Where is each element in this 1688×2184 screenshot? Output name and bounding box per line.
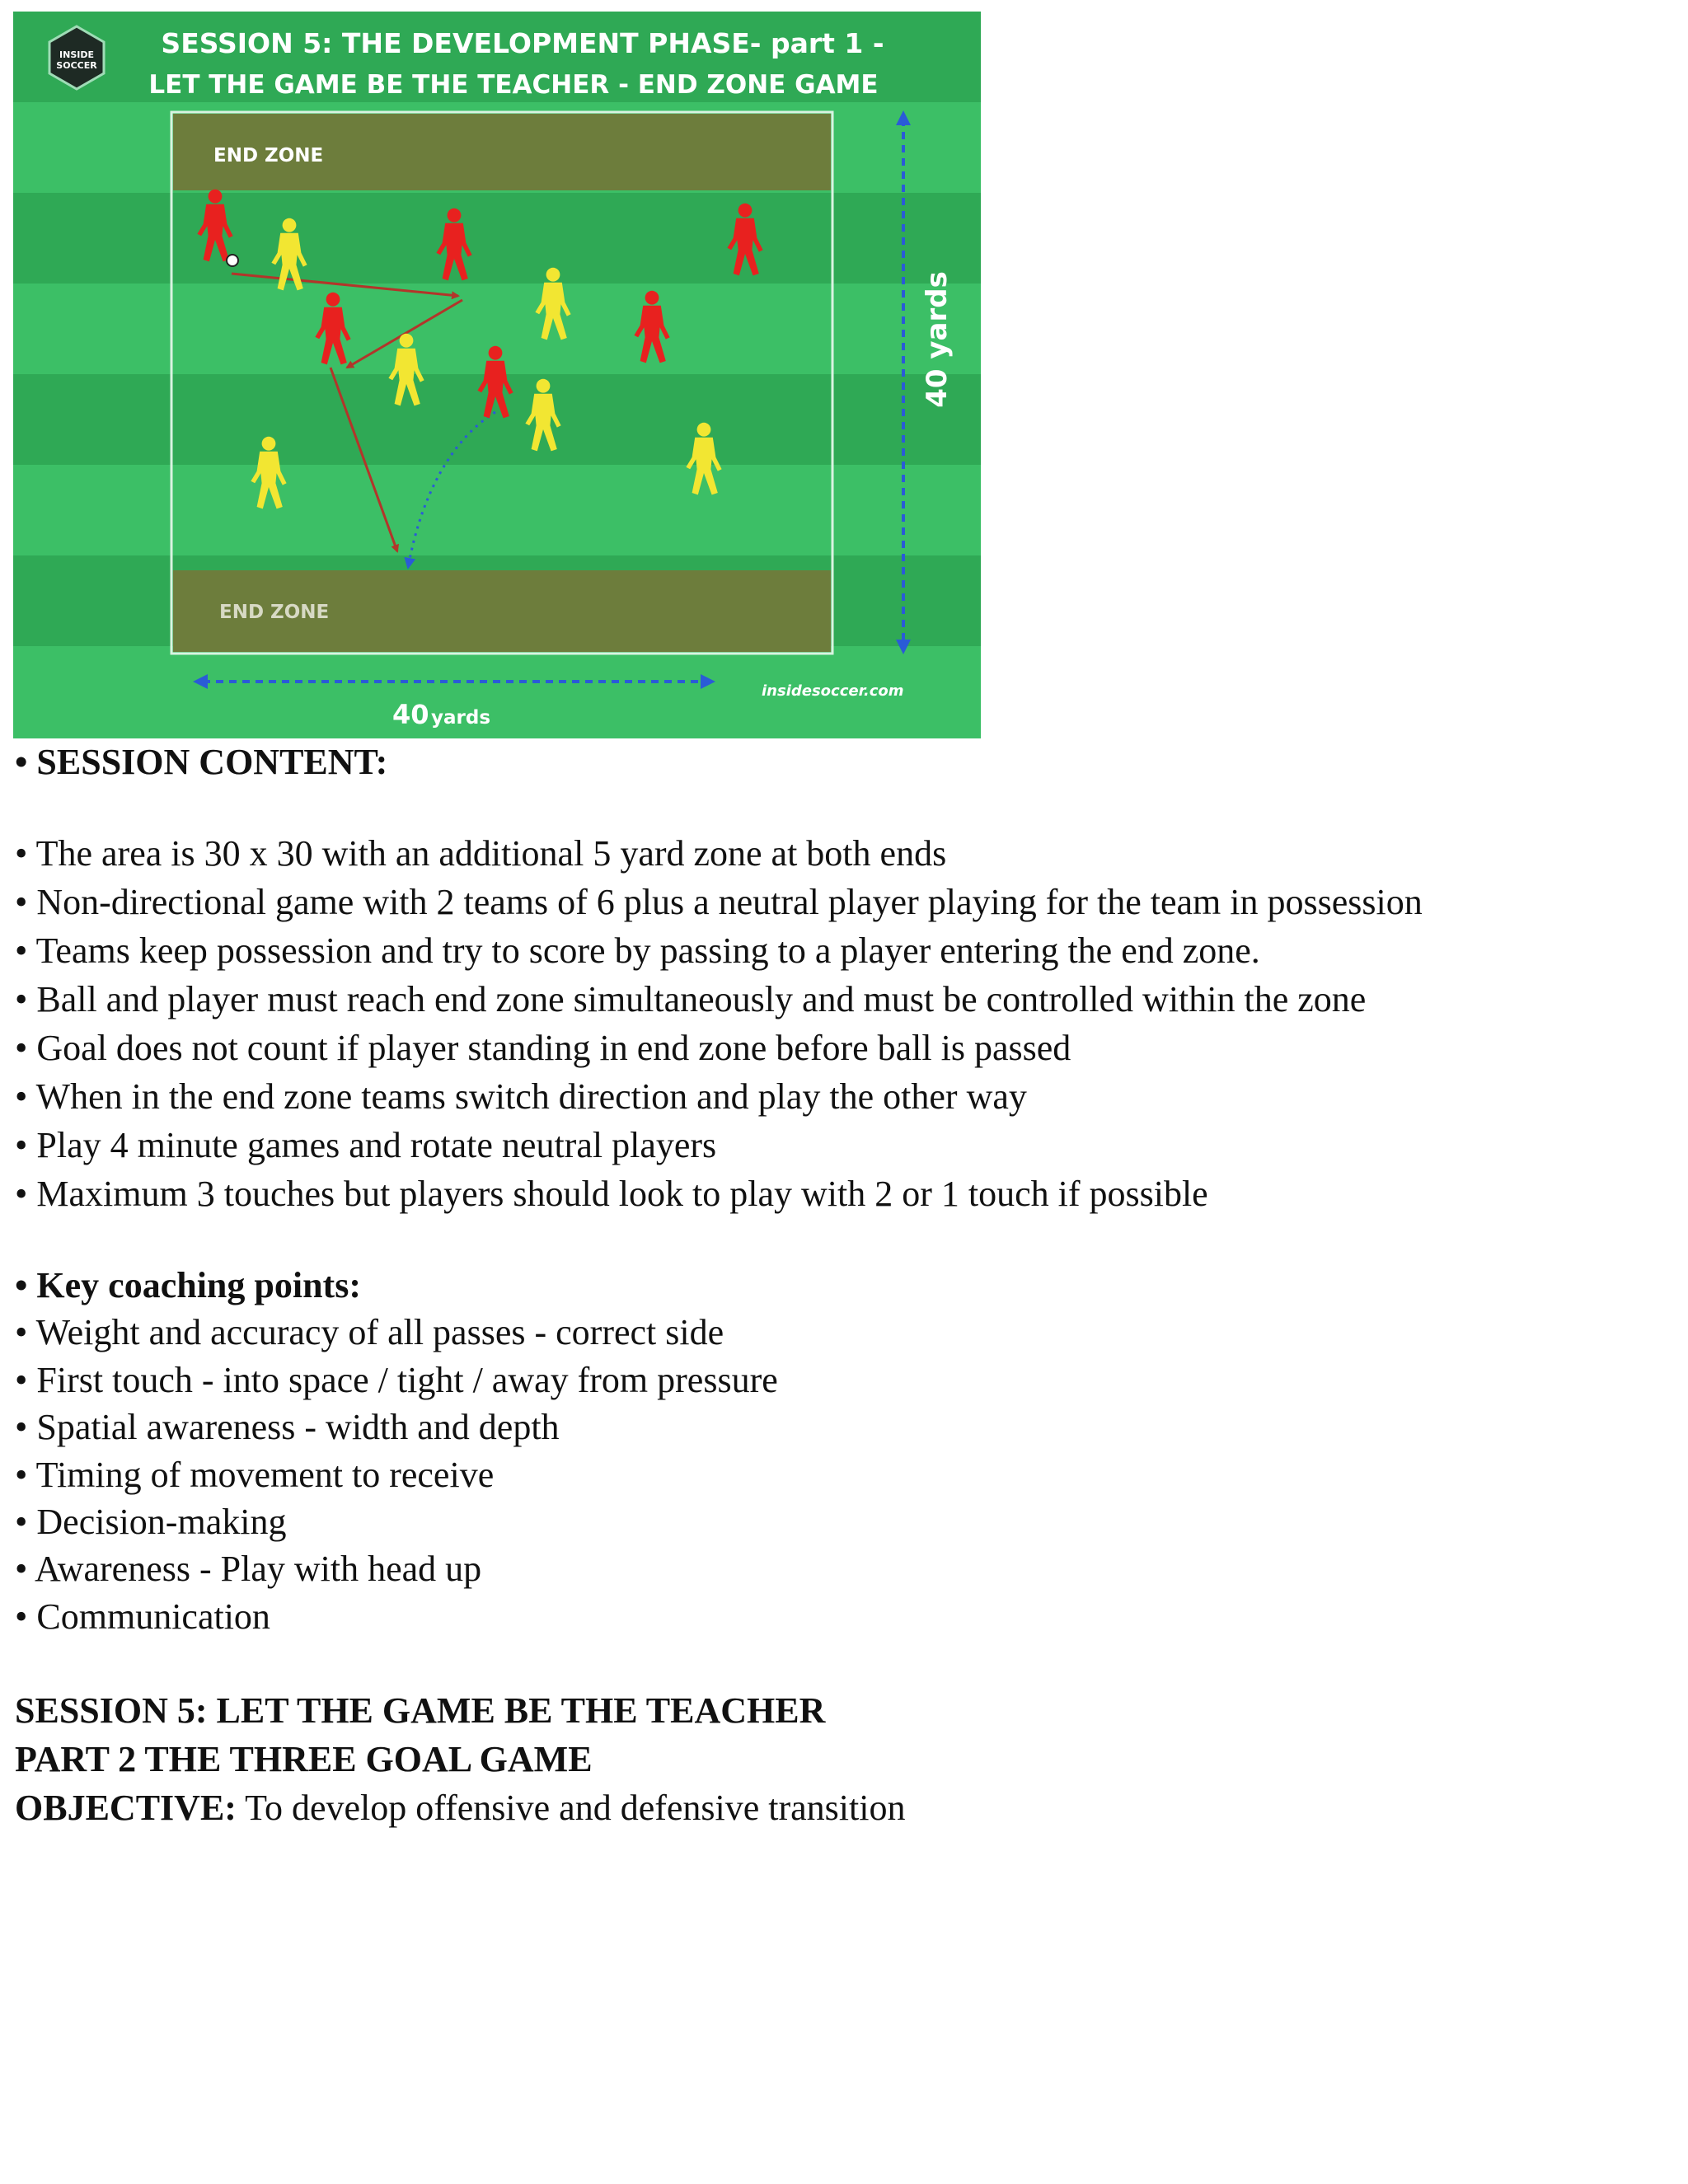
next-session-title-1: SESSION 5: LET THE GAME BE THE TEACHER <box>15 1690 826 1731</box>
ball <box>227 255 238 266</box>
session-diagram <box>13 12 981 738</box>
end-zone-top-label: END ZONE <box>213 145 324 166</box>
coaching-point: • Spatial awareness - width and depth <box>15 1407 560 1448</box>
coaching-point: • First touch - into space / tight / away from pressure <box>15 1359 778 1400</box>
objective-line <box>15 1783 1672 1832</box>
logo-text-2: SOCCER <box>56 60 97 71</box>
content-bullet: • Maximum 3 touches but players should look to play with 2 or 1 touch if possible <box>15 1174 1208 1214</box>
coaching-point: • Timing of movement to receive <box>15 1454 495 1495</box>
coaching-points-heading: • Key coaching points: <box>15 1265 361 1305</box>
logo-text-1: INSIDE <box>59 49 94 60</box>
objective-label: OBJECTIVE: <box>15 1788 237 1828</box>
content-bullet: • Play 4 minute games and rotate neutral players <box>15 1125 717 1165</box>
coaching-point: • Awareness - Play with head up <box>15 1549 482 1590</box>
width-label-number: 40 <box>392 699 429 730</box>
watermark: insidesoccer.com <box>762 682 904 700</box>
content-bullet: • Ball and player must reach end zone simultaneously and must be controlled within the zone <box>15 979 1367 1019</box>
end-zone-bottom-label: END ZONE <box>219 602 330 623</box>
diagram-title-line-2: LET THE GAME BE THE TEACHER - END ZONE GAME <box>148 70 879 100</box>
session-content-heading: • SESSION CONTENT: <box>15 742 388 782</box>
width-label-unit: yards <box>431 707 491 729</box>
next-session-title-2: PART 2 THE THREE GOAL GAME <box>15 1739 593 1779</box>
session-content-section <box>15 738 1672 1218</box>
content-bullet: • When in the end zone teams switch direction and play the other way <box>15 1076 1027 1117</box>
content-bullet: • The area is 30 x 30 with an additional 5 yard zone at both ends <box>15 833 947 874</box>
coaching-point: • Weight and accuracy of all passes - correct side <box>15 1312 724 1353</box>
coaching-points-section <box>15 1262 1672 1640</box>
content-bullet: • Non-directional game with 2 teams of 6 plus a neutral player playing for the team in possession <box>15 882 1423 922</box>
objective-text: To develop offensive and defensive transition <box>236 1788 906 1828</box>
content-bullet: • Teams keep possession and try to score by passing to a player entering the end zone. <box>15 930 1260 971</box>
next-session-section <box>15 1686 1672 1832</box>
height-label: 40 yards <box>921 271 954 408</box>
coaching-point: • Decision-making <box>15 1501 287 1542</box>
content-bullet: • Goal does not count if player standing in end zone before ball is passed <box>15 1028 1071 1068</box>
coaching-point: • Communication <box>15 1596 270 1637</box>
diagram-title-line-1: SESSION 5: THE DEVELOPMENT PHASE- part 1 - <box>161 27 884 59</box>
